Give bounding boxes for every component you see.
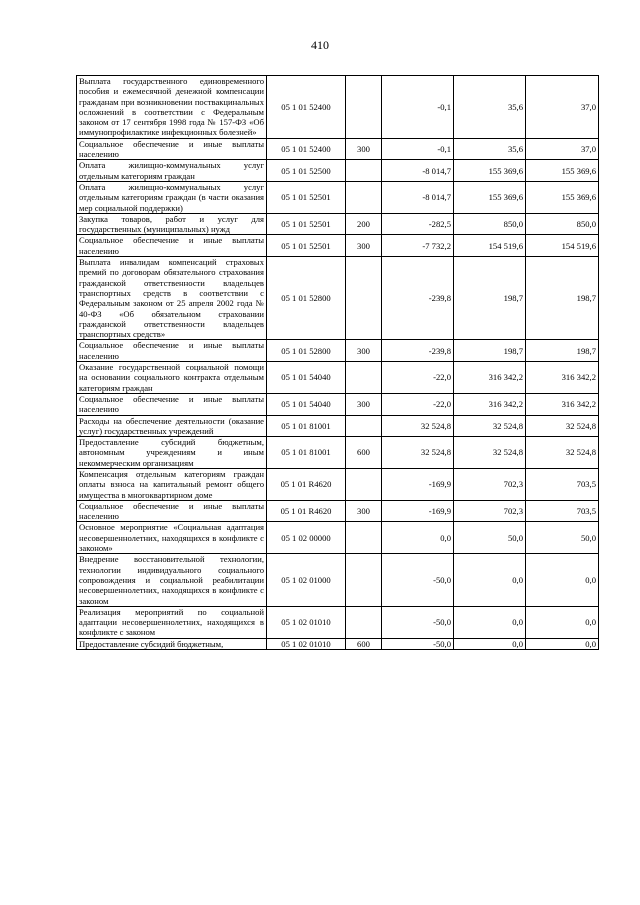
- amount-change-cell: -7 732,2: [382, 235, 454, 257]
- row-name-cell: Социальное обеспечение и иные выплаты населению: [77, 235, 267, 257]
- table-row: [77, 160, 599, 182]
- expense-type-cell: [346, 257, 382, 340]
- amount-change-cell: -0,1: [382, 138, 454, 160]
- amount-change-cell: -8 014,7: [382, 181, 454, 213]
- amount-year-2-cell: 0,0: [526, 638, 599, 649]
- table-row: [77, 468, 599, 500]
- amount-change-cell: -50,0: [382, 554, 454, 606]
- amount-year-2-cell: 154 519,6: [526, 235, 599, 257]
- target-article-cell: 05 1 01 52400: [267, 138, 346, 160]
- amount-year-2-cell: 32 524,8: [526, 415, 599, 437]
- amount-year-2-cell: 155 369,6: [526, 181, 599, 213]
- amount-year-2-cell: 0,0: [526, 606, 599, 638]
- target-article-cell: 05 1 02 01000: [267, 554, 346, 606]
- amount-year-2-cell: 316 342,2: [526, 393, 599, 415]
- expense-type-cell: 300: [346, 340, 382, 362]
- table-row: [77, 235, 599, 257]
- target-article-cell: 05 1 01 52800: [267, 340, 346, 362]
- table-row: [77, 522, 599, 554]
- target-article-cell: 05 1 01 81001: [267, 415, 346, 437]
- amount-year-2-cell: 37,0: [526, 76, 599, 139]
- expense-type-cell: [346, 362, 382, 394]
- target-article-cell: 05 1 01 52501: [267, 181, 346, 213]
- amount-year-2-cell: 850,0: [526, 213, 599, 235]
- expense-type-cell: [346, 160, 382, 182]
- amount-year-1-cell: 32 524,8: [454, 437, 526, 469]
- row-name-cell: Предоставление субсидий бюджетным,: [77, 638, 267, 649]
- amount-year-1-cell: 316 342,2: [454, 362, 526, 394]
- expense-type-cell: [346, 554, 382, 606]
- table-row: [77, 638, 599, 649]
- row-name-cell: Социальное обеспечение и иные выплаты населению: [77, 393, 267, 415]
- row-name-cell: Социальное обеспечение и иные выплаты населению: [77, 138, 267, 160]
- amount-year-1-cell: 35,6: [454, 138, 526, 160]
- amount-change-cell: -169,9: [382, 500, 454, 522]
- expense-type-cell: 200: [346, 213, 382, 235]
- amount-change-cell: 0,0: [382, 522, 454, 554]
- amount-year-1-cell: 0,0: [454, 554, 526, 606]
- amount-year-2-cell: 198,7: [526, 257, 599, 340]
- expense-type-cell: 300: [346, 235, 382, 257]
- amount-year-1-cell: 702,3: [454, 468, 526, 500]
- amount-change-cell: -22,0: [382, 393, 454, 415]
- amount-change-cell: -239,8: [382, 257, 454, 340]
- amount-year-2-cell: 316 342,2: [526, 362, 599, 394]
- target-article-cell: 05 1 01 52500: [267, 160, 346, 182]
- expense-type-cell: 300: [346, 393, 382, 415]
- target-article-cell: 05 1 01 R4620: [267, 468, 346, 500]
- table-row: [77, 437, 599, 469]
- amount-year-1-cell: 198,7: [454, 340, 526, 362]
- amount-change-cell: -169,9: [382, 468, 454, 500]
- target-article-cell: 05 1 01 54040: [267, 362, 346, 394]
- row-name-cell: Оплата жилищно-коммунальных услуг отдельным категориям граждан (в части оказания мер социальной поддержки): [77, 181, 267, 213]
- amount-year-1-cell: 850,0: [454, 213, 526, 235]
- table-row: [77, 415, 599, 437]
- amount-year-2-cell: 50,0: [526, 522, 599, 554]
- amount-year-2-cell: 32 524,8: [526, 437, 599, 469]
- row-name-cell: Социальное обеспечение и иные выплаты населению: [77, 340, 267, 362]
- table-row: [77, 500, 599, 522]
- table-row: [77, 393, 599, 415]
- target-article-cell: 05 1 01 R4620: [267, 500, 346, 522]
- amount-year-2-cell: 198,7: [526, 340, 599, 362]
- expense-type-cell: [346, 606, 382, 638]
- expense-type-cell: [346, 468, 382, 500]
- amount-year-2-cell: 703,5: [526, 468, 599, 500]
- amount-year-2-cell: 155 369,6: [526, 160, 599, 182]
- amount-change-cell: -282,5: [382, 213, 454, 235]
- amount-year-2-cell: 0,0: [526, 554, 599, 606]
- table-row: [77, 362, 599, 394]
- table-row: [77, 554, 599, 606]
- amount-change-cell: -50,0: [382, 606, 454, 638]
- amount-change-cell: 32 524,8: [382, 437, 454, 469]
- table-row: [77, 181, 599, 213]
- row-name-cell: Выплата инвалидам компенсаций страховых премий по договорам обязательного страхования гражданской ответственности владельцев транспортных средств в соответствии с Федеральным законом от 25 апреля 2002 года № 40-ФЗ «Об обязательном страховании гражданской ответственности владельцев транспортных средств»: [77, 257, 267, 340]
- target-article-cell: 05 1 01 52400: [267, 76, 346, 139]
- page-number: 410: [311, 38, 329, 52]
- target-article-cell: 05 1 01 52501: [267, 235, 346, 257]
- expense-type-cell: 300: [346, 138, 382, 160]
- table-row: [77, 213, 599, 235]
- amount-change-cell: -8 014,7: [382, 160, 454, 182]
- row-name-cell: Внедрение восстановительной технологии, технологии индивидуального социального сопровождения и социальной реабилитации несовершеннолетних, находящихся в конфликте с законом: [77, 554, 267, 606]
- amount-change-cell: -50,0: [382, 638, 454, 649]
- amount-year-1-cell: 198,7: [454, 257, 526, 340]
- amount-year-2-cell: 37,0: [526, 138, 599, 160]
- budget-table: [76, 75, 599, 650]
- target-article-cell: 05 1 02 00000: [267, 522, 346, 554]
- row-name-cell: Закупка товаров, работ и услуг для государственных (муниципальных) нужд: [77, 213, 267, 235]
- amount-change-cell: -22,0: [382, 362, 454, 394]
- amount-year-1-cell: 32 524,8: [454, 415, 526, 437]
- expense-type-cell: [346, 76, 382, 139]
- amount-year-1-cell: 155 369,6: [454, 181, 526, 213]
- amount-year-1-cell: 0,0: [454, 606, 526, 638]
- amount-change-cell: 32 524,8: [382, 415, 454, 437]
- table-row: [77, 138, 599, 160]
- table-row: [77, 606, 599, 638]
- target-article-cell: 05 1 01 52501: [267, 213, 346, 235]
- table-row: [77, 76, 599, 139]
- row-name-cell: Расходы на обеспечение деятельности (оказание услуг) государственных учреждений: [77, 415, 267, 437]
- table-row: [77, 340, 599, 362]
- row-name-cell: Оказание государственной социальной помощи на основании социального контракта отдельным категориям граждан: [77, 362, 267, 394]
- amount-year-1-cell: 702,3: [454, 500, 526, 522]
- row-name-cell: Основное мероприятие «Социальная адаптация несовершеннолетних, находящихся в конфликте с законом»: [77, 522, 267, 554]
- amount-change-cell: -0,1: [382, 76, 454, 139]
- table-row: [77, 257, 599, 340]
- row-name-cell: Реализация мероприятий по социальной адаптации несовершеннолетних, находящихся в конфликте с законом: [77, 606, 267, 638]
- amount-change-cell: -239,8: [382, 340, 454, 362]
- amount-year-1-cell: 35,6: [454, 76, 526, 139]
- row-name-cell: Выплата государственного единовременного пособия и ежемесячной денежной компенсации гражданам при возникновении поствакцинальных осложнений в соответствии с Федеральным законом от 17 сентября 1998 года № 157-ФЗ «Об иммунопрофилактике инфекционных болезней»: [77, 76, 267, 139]
- expense-type-cell: 300: [346, 500, 382, 522]
- amount-year-1-cell: 155 369,6: [454, 160, 526, 182]
- row-name-cell: Предоставление субсидий бюджетным, автономным учреждениям и иным некоммерческим организациям: [77, 437, 267, 469]
- expense-type-cell: 600: [346, 638, 382, 649]
- amount-year-1-cell: 316 342,2: [454, 393, 526, 415]
- target-article-cell: 05 1 01 54040: [267, 393, 346, 415]
- row-name-cell: Компенсация отдельным категориям граждан оплаты взноса на капитальный ремонт общего имущества в многоквартирном доме: [77, 468, 267, 500]
- target-article-cell: 05 1 01 81001: [267, 437, 346, 469]
- expense-type-cell: [346, 522, 382, 554]
- amount-year-2-cell: 703,5: [526, 500, 599, 522]
- target-article-cell: 05 1 01 52800: [267, 257, 346, 340]
- amount-year-1-cell: 0,0: [454, 638, 526, 649]
- target-article-cell: 05 1 02 01010: [267, 638, 346, 649]
- amount-year-1-cell: 154 519,6: [454, 235, 526, 257]
- expense-type-cell: [346, 415, 382, 437]
- table-body: [77, 76, 599, 650]
- row-name-cell: Оплата жилищно-коммунальных услуг отдельным категориям граждан: [77, 160, 267, 182]
- expense-type-cell: [346, 181, 382, 213]
- row-name-cell: Социальное обеспечение и иные выплаты населению: [77, 500, 267, 522]
- target-article-cell: 05 1 02 01010: [267, 606, 346, 638]
- amount-year-1-cell: 50,0: [454, 522, 526, 554]
- expense-type-cell: 600: [346, 437, 382, 469]
